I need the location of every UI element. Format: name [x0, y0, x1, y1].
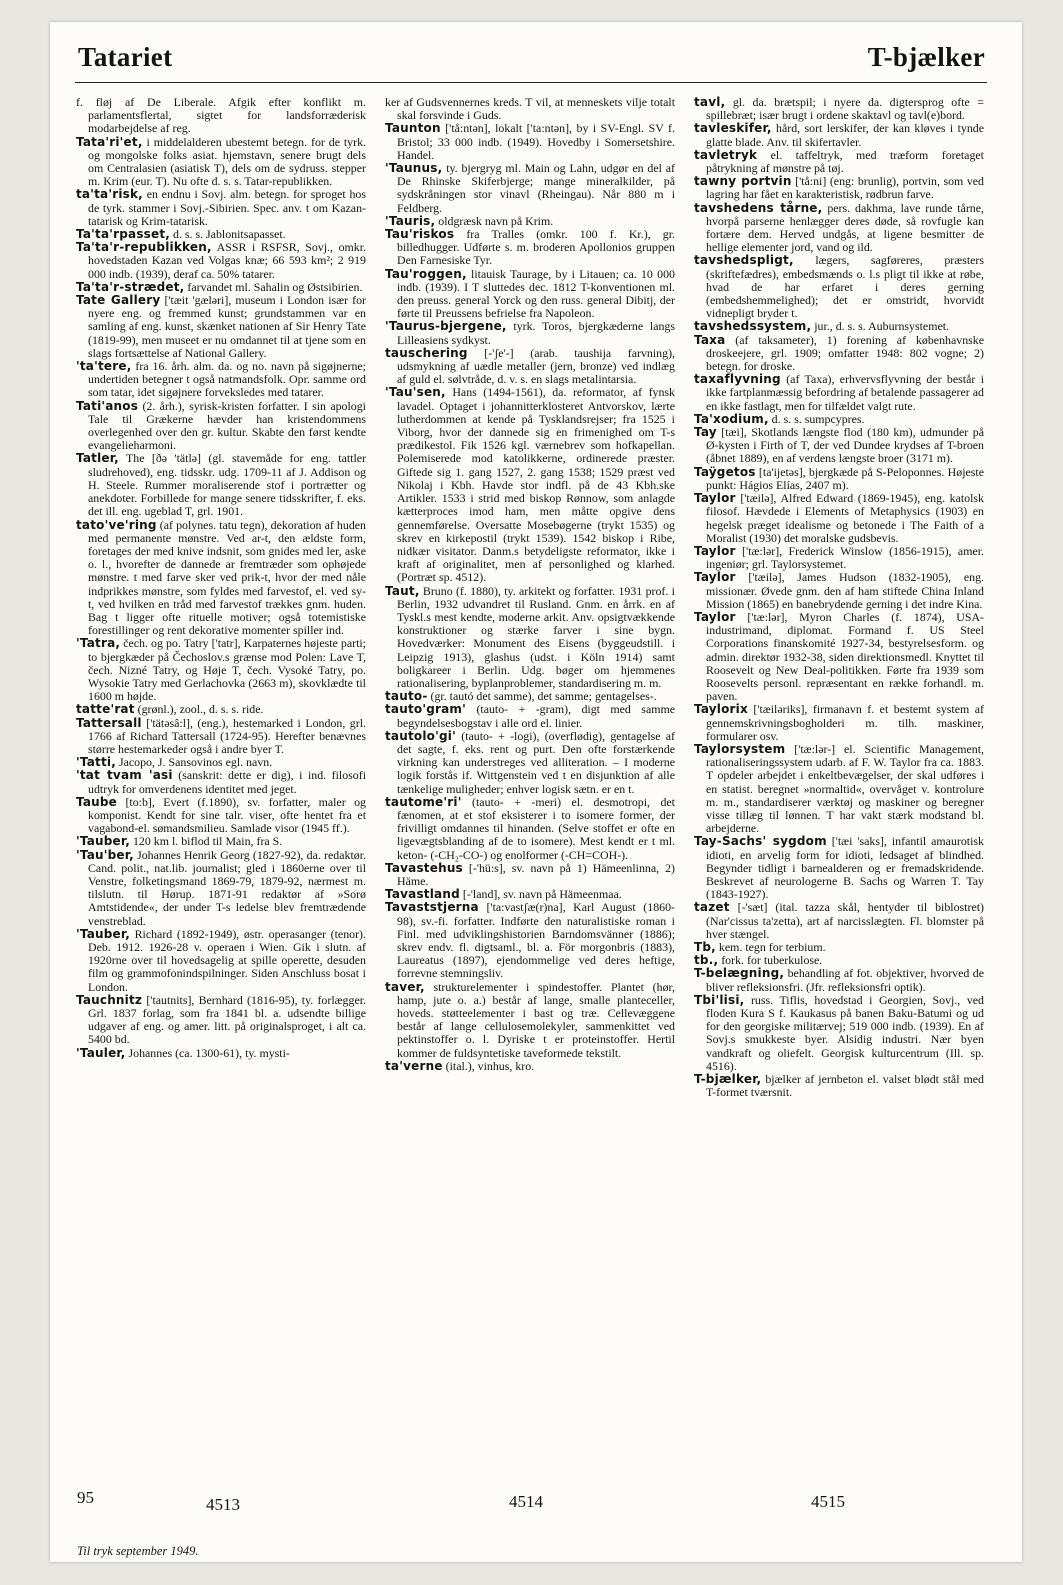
- dictionary-entry: [385, 386, 675, 584]
- dictionary-entry: [694, 373, 984, 413]
- dictionary-entry: [76, 796, 366, 836]
- dictionary-entry: [76, 241, 366, 281]
- entry-headword: Ta'xodium,: [694, 411, 769, 426]
- dictionary-entry: [694, 254, 984, 320]
- entry-headword: tauschering: [385, 345, 468, 360]
- dictionary-entry: [694, 743, 984, 835]
- entry-body: ['tå:ntən], lokalt ['ta:ntən], by i SV-Engl. SV f. Bristol; 33 000 indb. (1949). Hovedby i Somersetshire. Handel.: [397, 121, 675, 162]
- entry-body: pers. dakhma, lave runde tårne, hvorpå parserne henlægger deres døde, så rovfugle kan fortære dem. Herved undgås, at ligene besmitter de hellige elementer jord, vand og ild.: [706, 200, 985, 255]
- entry-body: el. taffeltryk, med træform foretaget påtrykning af mønstre på tøj.: [706, 147, 984, 176]
- entry-headword: 'tat tvam 'asi: [76, 768, 173, 783]
- entry-body: kem. tegn for terbium.: [715, 940, 826, 954]
- dictionary-entry: [76, 360, 366, 400]
- entry-body: behandling af fot. objektiver, hvorved de bliver refleksionsfri. (Jfr. refleksionsfri optik).: [706, 966, 984, 994]
- entry-body: [-'sæt] (ital. tazza skål, hentyder til biblostret) (Nar'cissus ta'zetta), art af narcisslægten. Fl. blomster på hver stængel.: [706, 900, 984, 941]
- entry-headword: Taÿgetos: [694, 464, 756, 479]
- column-1: [76, 96, 366, 1060]
- entry-headword: Taube: [76, 794, 118, 809]
- entry-headword: tautolo'gi': [385, 728, 456, 743]
- entry-headword: Taylorix: [694, 702, 748, 717]
- entry-headword: 'Tauber,: [76, 926, 130, 941]
- entry-body: ['tæ:lər], Frederick Winslow (1856-1915), amer. ingeniør; grl. Taylorsystemet.: [706, 543, 984, 572]
- entry-body: čech. og po. Tatry ['tatr], Karpaternes højeste parti; to bjergkæder på Čechoslov.s grænse mod Polen: Lave T, čech. Nizné Tatry, og Høje T, čech. Vysoké Tatry, po. Wysokie Tatry med Gerlachovka (2663 m), skovklædte til 1600 m højde.: [88, 636, 366, 704]
- header-last-word: T-bjælker: [867, 42, 985, 72]
- entry-body: Hans (1494-1561), da. reformator, af fynsk lavadel. Optaget i johannitterklosteret Antvorskov, lærte lutherdommen at kende på Tysklandsrejser; fra 1525 i Viborg, hvor der dannede sig en frimenighed om T-s prædikestol. Fik 1526 kgl. værnebrev som hofkapellan. Polemiserede mod katolikkerne, ordinerede præster. Giftede sig 1. gang 1527, 2. gang 1538; 1529 præst ved Nikolaj i Kbh. Havde stor indfl. på de 43 Kbh.ske Artikler. 1533 i strid med biskop Rønnow, som anlagde kætterproces imod ham, men måtte opgive dens gennemførelse. Oversatte Mosebøgerne (trykt 1535) og skrev en kirkepostil (trykt 1539). 1542 biskop i Ribe, nidkær visitator. Danm.s betydeligste reformator, ikke i kraft af originalitet, men af personlighed og klarhed. (Portræt sp. 4512).: [397, 385, 675, 585]
- dictionary-entry: [385, 347, 675, 387]
- entry-headword: tb.,: [694, 953, 719, 968]
- entry-headword: Tata'ri'et,: [76, 134, 143, 149]
- entry-body: d. s. s. Jablonitsapasset.: [170, 227, 286, 242]
- entry-headword: tavletryk: [694, 147, 758, 162]
- entry-body: oldgræsk navn på Krim.: [435, 213, 554, 228]
- entry-headword: tavleskifer,: [694, 121, 772, 136]
- entry-headword: T-belægning,: [694, 966, 785, 981]
- entry-headword: Taylor: [694, 570, 736, 585]
- entry-body: jur., d. s. s. Auburnsystemet.: [811, 319, 949, 334]
- sheet-number: 95: [77, 1488, 94, 1507]
- entry-headword: taver,: [385, 979, 425, 994]
- entry-headword: Tati'anos: [76, 398, 139, 413]
- dictionary-entry: [76, 188, 366, 228]
- dictionary-entry: [385, 862, 675, 888]
- entry-body: The [ðə 'tätlə] (gl. stavemåde for eng. tattler sludrehoved), eng. tidsskr. udg. 1709-11 af J. Addison og H. Steele. Rummer moraliserende stof i portrætter og anekdoter. Forbillede for mange senere tidsskrifter, f. eks. det ill. eng. ugeblad T, grl. 1901.: [88, 451, 366, 519]
- column-2: [385, 96, 675, 1073]
- dictionary-entry: [76, 1047, 366, 1060]
- entry-headword: Tau'roggen,: [385, 266, 467, 281]
- entry-headword: Taylor: [694, 543, 736, 558]
- entry-body: ['tæit 'gæləri], museum i London især for nyere eng. og fremmed kunst; grundstammen var en samling af eng. kunst, skænket nationen af Sir Henry Tate (1819-99), men museet er nu omdannet til at tjene som en slags fortsættelse af National Gallery.: [88, 293, 366, 360]
- entry-body: fra 16. årh. alm. da. og no. navn på sigøjnerne; undertiden betegner t også natmandsfolk. Opr. samme ord som tatar, idet sigøjnere forveksledes med tatarer.: [88, 359, 366, 400]
- header-first-word: Tatariet: [78, 42, 173, 72]
- entry-headword: tauto'gram': [385, 702, 467, 717]
- entry-body: (ital.), vinhus, kro.: [442, 1058, 535, 1073]
- dictionary-entry: [76, 769, 366, 795]
- entry-headword: ta'verne: [385, 1058, 443, 1073]
- dictionary-entry: [694, 545, 984, 571]
- entry-body: [-'ʃe'-] (arab. taushija farvning), udsmykning af uædle metaller (jern, bronze) ved indlæg af guld el. sølvtråde, d. v. s. en slags metalintarsia.: [397, 345, 675, 387]
- entry-body: [to:b], Evert (f.1890), sv. forfatter, maler og komponist. Kendt for sine talr. viser, ofte hentet fra et vagabond-el. sømandsmilieu. Samlade visor (1945 ff.).: [88, 794, 366, 836]
- entry-body: [tæi], Skotlands længste flod (180 km), udmunder på Ø-kysten i Firth of T, der ved Dundee krydses af T-broen (åbnet 1889), en af verdens længste broer (3171 m).: [706, 425, 984, 466]
- entry-headword: Taylorsystem: [694, 741, 786, 756]
- dictionary-entry: [694, 122, 984, 148]
- entry-headword: Tbi'lisi,: [694, 992, 745, 1007]
- entry-headword: Ta'ta'r-strædet,: [76, 279, 185, 294]
- entry-body: (af Taxa), erhvervsflyvning der består i ikke fartplanmæssig befordring af betalende passagerer ad en ikke fastlagt, men for tilfældet valgt rute.: [706, 372, 984, 413]
- entry-headword: 'Taunus,: [385, 161, 443, 176]
- dictionary-entry: [385, 162, 675, 215]
- entry-headword: ta'ta'risk,: [76, 187, 143, 202]
- entry-body: d. s. s. sumpcypres.: [768, 411, 865, 426]
- dictionary-entry: [385, 320, 675, 346]
- dictionary-entry: [694, 334, 984, 374]
- dictionary-entry: [694, 426, 984, 466]
- entry-headword: Taylor: [694, 491, 736, 506]
- entry-body: bjælker af jernbeton el. valset blødt stål med T-formet tværsnit.: [706, 1072, 984, 1100]
- entry-body: lægers, sagføreres, præsters (skriftefædres), embedsmænds o. l.s pligt til ikke at røbe, hvad de har erfaret i deres gerning (embedshemmelighed); det er omstridt, hvorvidt vidnepligt bryder t.: [706, 253, 984, 321]
- entry-headword: tautome'ri': [385, 794, 462, 809]
- entry-headword: Taunton: [385, 121, 441, 136]
- entry-headword: Tay-Sachs' sygdom: [694, 834, 827, 849]
- entry-body: farvandet ml. Sahalin og Østsibirien.: [184, 279, 363, 294]
- entry-headword: Tb,: [694, 940, 716, 954]
- entry-headword: tatte'rat: [76, 702, 135, 717]
- entry-body: ['tæilə], James Hudson (1832-1905), eng. missionær. Øvede gnm. den af ham stiftede China Inland Mission (1865) en banebrydende gerning i det indre Kina.: [706, 570, 984, 611]
- entry-headword: Tate Gallery: [76, 293, 161, 308]
- dictionary-entry: [385, 796, 675, 862]
- entry-body: ['tätəsâ:l], (eng.), hestemarked i London, grl. 1766 af Richard Tattersall (1724-95). Herefter benævnes større hestemarkeder også i andre byer T.: [88, 715, 366, 756]
- dictionary-entry: [694, 492, 984, 545]
- column-2-page-number: 4514: [509, 1492, 543, 1511]
- entry-headword: taxaflyvning: [694, 372, 781, 387]
- column-3: [694, 96, 984, 1099]
- dictionary-entry: [385, 730, 675, 796]
- entry-headword: 'Tauler,: [76, 1045, 126, 1060]
- entry-body: (tauto- + -gram), digt med samme begyndelsesbogstav i alle ord el. linier.: [397, 702, 675, 730]
- entry-headword: 'Tau'sen,: [385, 385, 446, 400]
- entry-headword: tato've'ring: [76, 517, 157, 532]
- entry-headword: Tattersall: [76, 715, 142, 730]
- dictionary-entry: [385, 585, 675, 691]
- dictionary-entry: [76, 637, 366, 703]
- dictionary-entry: ker af Gudsvennernes kreds. T vil, at menneskets vilje totalt skal forsvinde i Guds.: [385, 95, 675, 123]
- dictionary-entry: [76, 519, 366, 638]
- entry-body: ty. bjergryg ml. Main og Lahn, udgør en del af De Rhinske Skiferbjerge; mange mineralkilder, på sydskråningen stor vinavl (Rheingau). Når 880 m i Feldberg.: [397, 161, 675, 215]
- dictionary-entry: [385, 268, 675, 321]
- dictionary-entry: [385, 901, 675, 980]
- dictionary-entry: [76, 994, 366, 1047]
- entry-body: litauisk Taurage, by i Litauen; ca. 10 000 indb. (1939). I T sluttedes dec. 1812 T-konventionen ml. den preuss. general Yorck og den russ. general Dibitj, der førte til Preussens befrielse fra Napoleon.: [397, 266, 675, 321]
- entry-body: russ. Tiflis, hovedstad i Georgien, Sovj., ved floden Kura S f. Kaukasus på banen Baku-Batumi og ud for den georgiske militærvej; 519 000 indb. (1939). En af Sovj.s smukkeste byer. Alsidig industri. Nær byen vandkraft og oliefelt. Georgisk kulturcentrum (Ill. sp. 4516).: [706, 992, 984, 1073]
- entry-body: ['tæi 'saks], infantil amaurotisk idioti, en arvelig form for idioti, ledsaget af blindhed. Begynder tidligt i barnealderen og er fremadskridende. Beskrevet af neurologerne B. Sachs og Warren T. Tay (1843-1927).: [706, 834, 984, 902]
- entry-headword: 'Tatti,: [76, 755, 116, 770]
- entry-headword: Tauchnitz: [76, 992, 143, 1007]
- dictionary-entry: [385, 1060, 675, 1073]
- dictionary-entry: [694, 967, 984, 993]
- entry-body: ['tæilə], Alfred Edward (1869-1945), eng. katolsk filosof. Hævdede i Elements of Metaphysics (1903) en hegelsk præget idealisme og betonede i The Faith of a Moralist (1930) det moralske gudsbevis.: [706, 491, 984, 545]
- entry-body: ASSR i RSFSR, Sovj., omkr. hovedstaden Kazan ved Volgas knæ; 66 593 km²; 2 919 000 indb. (1939), deraf ca. 50% tatarer.: [88, 240, 366, 281]
- entry-headword: Tavastehus: [385, 860, 463, 875]
- dictionary-entry: [385, 228, 675, 268]
- entry-body: hård, sort lerskifer, der kan kløves i tynde glatte blade. Anv. til skifertavler.: [706, 121, 984, 149]
- entry-headword: T-bjælker,: [694, 1072, 762, 1087]
- entry-headword: Tavastland: [385, 887, 460, 902]
- entry-body: [-'hü:s], sv. navn på 1) Hämeenlinna, 2) Häme.: [397, 860, 675, 888]
- entry-headword: Tay: [694, 425, 717, 440]
- dictionary-entry: [694, 571, 984, 611]
- entry-body: [ta'ijetəs], bjergkæde på S-Peloponnes. Højeste punkt: Hágios Elías, 2407 m).: [706, 464, 984, 492]
- entry-body: Jacopo, J. Sansovinos egl. navn.: [115, 755, 273, 770]
- entry-headword: Tavaststjerna: [385, 900, 479, 915]
- entry-headword: Ta'ta'r-republikken,: [76, 240, 212, 255]
- dictionary-entry: [385, 122, 675, 162]
- entry-body: ['tæ:lər], Myron Charles (f. 1874), USA-industrimand, diplomat. Formand f. US Steel Corporations finanskomité 1927-34, bestyrelsesform. og admin. direktør 1932-38, siden direktionsmedl. Knyttet til Roosevelt og New Deal-politikken. Førte fra 1939 som Roosevelts personl. repræsentant en række forhandl. m. paven.: [706, 609, 984, 704]
- entry-body: fra Tralles (omkr. 100 f. Kr.), gr. billedhugger. Udførte s. m. broderen Apollonios gruppen Den Farnesiske Tyr.: [397, 227, 675, 268]
- dictionary-entry: [694, 611, 984, 703]
- entry-body: gl. da. brætspil; i nyere da. digtersprog ofte = spillebræt; især brugt i ordene skaktavl og tavl(e)bord.: [706, 95, 984, 123]
- entry-body: [-'land], sv. navn på Hämeenmaa.: [459, 887, 622, 902]
- entry-headword: tavl,: [694, 95, 726, 109]
- dictionary-entry: [76, 294, 366, 360]
- entry-body: (af polynes. tatu tegn), dekoration af huden med permanente mønstre. Ved ar-t, den ældste form, foretages der med knive indsnit, som gnides med ler, aske o. l., hvorefter de dannede ar fremtræder som ophøjede mønstre. t med farve sker ved prik-t, hvor der med nåle indprikkes mønstre, som fyldes med farvestof, el. ved sy-t, ved hvilken en tråd med farvestof trækkes gnm. huden. Bag t ligger ofte rituelle motiver; også totemistiske forestillinger og rent dekorative momenter spiller ind.: [88, 517, 366, 638]
- entry-body: (tauto- + -meri) el. desmotropi, det fænomen, at et stof eksisterer i to isomere former, der frivilligt omdannes til hinanden. (Selve stoffet er ofte en ligevægtsblanding af de to isomere). Mest kendt er t ml. keton- (-CH₂-CO-) og enolformer (-CH=COH-).: [397, 794, 675, 862]
- entry-headword: Taut,: [385, 583, 420, 598]
- dictionary-entry: [694, 835, 984, 901]
- entry-headword: Tau'riskos: [385, 227, 455, 242]
- dictionary-entry: [694, 901, 984, 941]
- entry-body: 120 km l. biflod til Main, fra S.: [130, 834, 283, 849]
- entry-body: Richard (1892-1949), østr. operasanger (tenor). Deb. 1912. 1926-28 v. operaen i Wien. Gik i slutn. af 1920rne over til hovedsagelig at spille operette, desuden film og grammofonindspilninger. Siden Anschluss bosat i London.: [88, 926, 366, 994]
- entry-body: (af taksameter), 1) forening af københavnske droskeejere, grl. 1909; omfatter 1948: 802 vogne; 2) betegn. for droske.: [706, 332, 984, 374]
- dictionary-entry: [694, 703, 984, 743]
- entry-headword: 'Tauber,: [76, 834, 130, 849]
- entry-body: Johannes Henrik Georg (1827-92), da. redaktør. Cand. polit., nat.lib. journalist; gled i 1860erne over til Venstre, folketingsmand 1869-79, 1879-92, nærmest m. tilslutn. til Hørup. 1871-91 redaktør af »Sorø Amtstidende«, der under T-s ledelse blev fremtrædende venstreblad.: [88, 847, 366, 928]
- entry-body: (grønl.), zool., d. s. s. ride.: [134, 702, 264, 717]
- dictionary-entry: [76, 136, 366, 189]
- page-header: [75, 38, 987, 83]
- dictionary-entry: [76, 717, 366, 757]
- entry-headword: Tatler,: [76, 451, 119, 466]
- entry-headword: tauto-: [385, 689, 428, 704]
- dictionary-entry: [385, 703, 675, 729]
- entry-headword: 'Tauris,: [385, 213, 436, 228]
- entry-headword: 'Tau'ber,: [76, 847, 134, 862]
- entry-body: tyrk. Toros, bjergkæderne langs Lilleasiens sydkyst.: [397, 319, 675, 347]
- dictionary-entry: [76, 452, 366, 518]
- entry-headword: Taylor: [694, 609, 736, 624]
- dictionary-entry: [76, 400, 366, 453]
- entry-body: ['ta:vastʃæ(r)na], Karl August (1860-98), sv.-fi. forfatter. Indførte den naturalistiske roman i Finl. med udviklingshistorien Barndomsvänner (1886); skrev endv. fl. digtsaml., bl. a. För morgonbris (1883), Laureatus (1897), ejendommelige ved deres heftige, forrevne stemningsliv.: [397, 900, 675, 981]
- entry-body: fork. for tuberkulose.: [718, 953, 823, 968]
- entry-body: (tauto- + -logi), (overflødig), gentagelse af det sagte, f. eks. rent og purt. Den ofte forstærkende virkning kan understreges ved alliteration. – I moderne logik forstås if. Wittgenstein ved t en disjunktion af alle tænkelige muligheder; enhver logisk sætn. er en t.: [397, 728, 675, 796]
- entry-headword: 'Taurus-bjergene,: [385, 319, 507, 334]
- dictionary-entry: [76, 928, 366, 994]
- entry-headword: tavshedspligt,: [694, 253, 794, 268]
- entry-body: Johannes (ca. 1300-61), ty. mysti-: [125, 1045, 290, 1060]
- print-date-note: Til tryk september 1949.: [77, 1544, 199, 1558]
- entry-body: en endnu i Sovj. alm. betegn. for sproget hos de tyrk. stammer i Sovj.-Sibirien. Spec. anv. t om Kazan-tatarisk og Krim-tatarisk.: [88, 187, 366, 228]
- entry-headword: tawny portvin: [694, 174, 792, 189]
- column-3-page-number: 4515: [811, 1492, 845, 1511]
- entry-body: Bruno (f. 1880), ty. arkitekt og forfatter. 1931 prof. i Berlin, 1932 udvandret til Rusland. Gnm. en årrk. en af Tyskl.s mest kendte, moderne arkit. Anv. opsigtvækkende konstruktioner og stærke farver i sine bygn. Hovedværker: Monument des Eisens (byggeudstill. i Leipzig 1913), glashus (udst. i Köln 1914) samt boligkareer i Berlin. Udg. bøger om hjemmenes rationalisering, byplanproblemer, standardisering m. m.: [397, 583, 675, 690]
- entry-headword: 'Tatra,: [76, 636, 121, 651]
- dictionary-entry: [694, 1073, 984, 1099]
- dictionary-entry: f. fløj af De Liberale. Afgik efter konflikt m. parlamentsflertal, sigtet for landsforræderisk modarbejdelse af reg.: [76, 95, 366, 136]
- entry-body: ['tautnits], Bernhard (1816-95), ty. forlægger. Grl. 1837 forlag, som fra 1841 bl. a. udsendte billige udgaver af eng. og amer. litt. på originalsproget, i alt ca. 5400 bd.: [88, 992, 366, 1047]
- entry-headword: tavshedssystem,: [694, 319, 812, 334]
- dictionary-entry: [385, 981, 675, 1060]
- entry-body: ['tæiləriks], firmanavn f. et bestemt system af gennemskrivningsbogholderi m. tilh. maskiner, formularer osv.: [706, 702, 984, 743]
- entry-headword: Taxa: [694, 332, 726, 347]
- entry-body: ['tå:ni] (eng: brunlig), portvin, som ved lagring har fået en karakteristisk, rødbrun farve.: [706, 174, 984, 202]
- entry-body: strukturelementer i spindestoffer. Plantet (hør, hamp, jute o. a.) består af lange, smalle planteceller, hoveds. støtteelementer i bast og træ. Cellevæggene består af lange cellulosemolekyler, sammenkittet ved pektinstoffer o. l. Dyriske t er proteinstoffer. Hertil kommer de fuldsyntetiske taveformede tekstilt.: [397, 979, 675, 1060]
- entry-body: (gr. tautó det samme), det samme; gentagelses-.: [427, 689, 657, 704]
- dictionary-entry: [694, 202, 984, 255]
- dictionary-entry: [694, 149, 984, 175]
- dictionary-entry: [694, 96, 984, 122]
- column-1-page-number: 4513: [206, 1495, 240, 1514]
- entry-headword: Ta'ta'rpasset,: [76, 227, 171, 242]
- entry-headword: 'ta'tere,: [76, 359, 132, 374]
- dictionary-entry: [694, 466, 984, 492]
- entry-body: (sanskrit: dette er dig), i ind. filosofi udtryk for omverdenens identitet med jeget.: [88, 768, 366, 796]
- entry-headword: tavshedens tårne,: [694, 200, 823, 215]
- entry-body: (2. årh.), syrisk-kristen forfatter. I sin apologi Tale til Grækerne hævder han kristendommens overlegenhed over den gr. kultur. Skabte den først kendte evangelieharmoni.: [88, 398, 366, 453]
- dictionary-entry: [76, 849, 366, 928]
- dictionary-entry: [694, 175, 984, 201]
- entry-headword: tazet: [694, 900, 730, 915]
- entry-body: i middelalderen ubestemt betegn. for de tyrk. og mongolske folks asiat. hjemstavn, senere brugt dels om Centralasien (asiatisk T), dels om de sydruss. stepper m. Krim (eur. T). Nu ofte d. s. s. Tatar-republikken.: [88, 134, 366, 189]
- dictionary-entry: [694, 994, 984, 1073]
- entry-body: ['tæ:lər-] el. Scientific Management, rationaliseringssystem udarb. af F. W. Taylor fra ca. 1883. T opdeler arbejdet i enkeltbevægelser, der skal udføres i en statist. beregnet »normaltid«, overvåget v. kontrolure m. m., standardiserer værktøj og maskiner og beregner visse tillæg til lønnen. T har vakt stærk modstand bl. arbejderne.: [706, 741, 984, 836]
